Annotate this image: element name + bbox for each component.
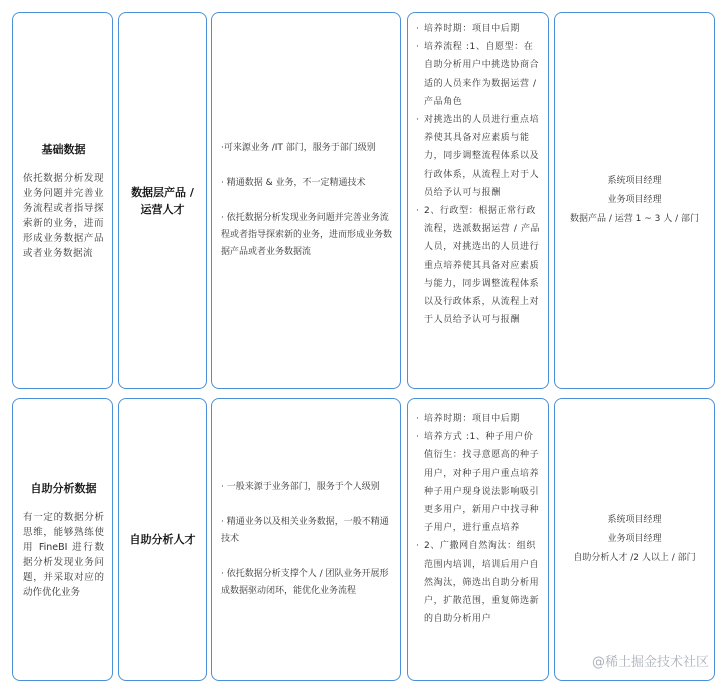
staffing-card-self-service-analyst [554, 398, 715, 681]
role-card-data-product-ops [118, 12, 207, 389]
training-item: · 对挑选出的人员进行重点培养使其具备对应素质与能力，同步调整流程体系以及行政体系，从流程上对于人员给予认可与报酬 [416, 111, 542, 202]
category-title: 自助分析数据 [30, 481, 97, 495]
training-card-data-product-ops [407, 12, 549, 389]
category-description: 有一定的数据分析思维，能够熟练使用 FineBI 进行数据分析发现业务问题，并采取对应的动作优化业务 [23, 511, 104, 598]
staffing-line: 数据产品 / 运营 1 ~ 3 人 / 部门 [570, 214, 699, 224]
source-card-self-service-analyst [211, 398, 401, 681]
source-item: · 依托数据分析发现业务问题并完善业务流程或者指导探索新的业务，进而形成业务数据产品或者业务数据流 [221, 213, 393, 257]
training-item: · 2、行政型：根据正常行政流程，选派数据运营 / 产品人员，对挑选出的人员进行重点培养使其具备对应素质与能力，同步调整流程体系以及行政体系，从流程上对于人员给予认可与报酬 [416, 202, 542, 329]
role-name: 自助分析人才 [129, 533, 196, 546]
category-card-basic-data [12, 12, 113, 389]
training-item: · 培养时期：项目中后期 [416, 410, 542, 428]
training-item: · 2、广撒网自然淘汰：组织范围内培训，培训后用户自然淘汰，筛选出自助分析用户，扩散范围，重复筛选新的自助分析用户 [416, 537, 542, 628]
staffing-line: 自助分析人才 /2 人以上 / 部门 [573, 553, 696, 563]
category-card-self-service-analysis [12, 398, 113, 681]
source-item: ·可来源业务 /IT 部门，服务于部门级别 [221, 143, 376, 153]
source-item: · 精通业务以及相关业务数据，一般不精通技术 [221, 517, 389, 544]
training-item: · 培养流程 :1、自愿型：在自助分析用户中挑选协商合适的人员来作为数据运营 / 产品角色 [416, 38, 542, 111]
staffing-line: 业务项目经理 [607, 195, 662, 205]
source-item: · 一般来源于业务部门，服务于个人级别 [221, 482, 380, 492]
staffing-card-data-product-ops [554, 12, 715, 389]
staffing-line: 系统项目经理 [607, 515, 662, 525]
staffing-line: 系统项目经理 [607, 176, 662, 186]
source-card-data-product-ops [211, 12, 401, 389]
category-description: 依托数据分析发现业务问题并完善业务流程或者指导探索新的业务，进而形成业务数据产品或者业务数据流 [23, 172, 104, 259]
source-item: · 精通数据 & 业务，不一定精通技术 [221, 178, 366, 188]
source-item: · 依托数据分析支撑个人 / 团队业务开展形成数据驱动闭环，能优化业务流程 [221, 569, 389, 596]
training-item: · 培养时期：项目中后期 [416, 20, 542, 38]
training-card-self-service-analyst [407, 398, 549, 681]
training-item: · 培养方式 :1、种子用户价值衍生：找寻意愿高的种子用户，对种子用户重点培养种子用户现身说法影响吸引更多用户，新用户中找寻种子用户，进行重点培养 [416, 428, 542, 537]
category-title: 基础数据 [41, 142, 86, 156]
role-card-self-service-analyst [118, 398, 207, 681]
staffing-line: 业务项目经理 [607, 534, 662, 544]
role-name: 数据层产品 / 运营人才 [131, 185, 194, 216]
watermark: @稀土掘金技术社区 [590, 651, 711, 670]
